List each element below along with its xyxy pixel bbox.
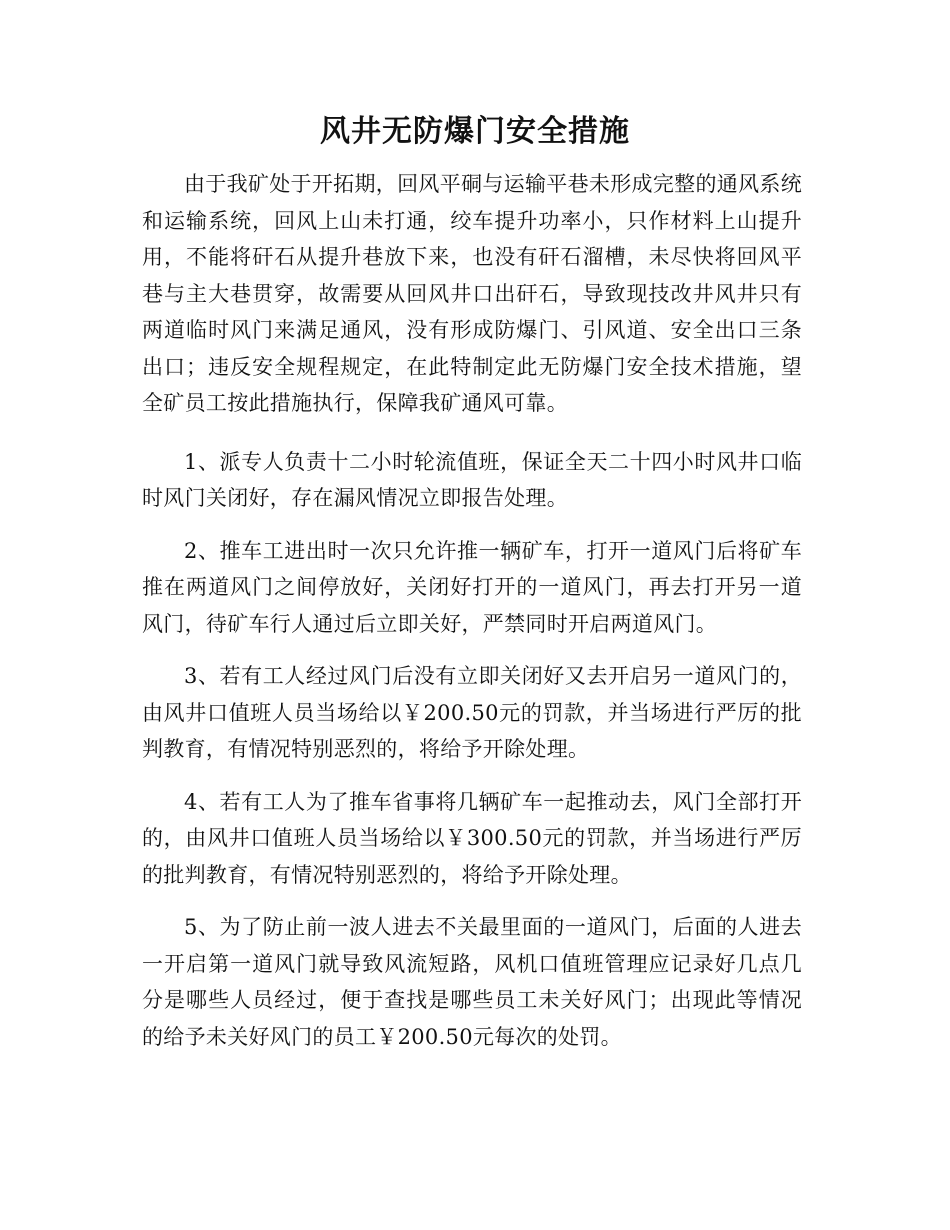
- measure-item-1: 1、派专人负责十二小时轮流值班，保证全天二十四小时风井口临时风门关闭好，存在漏风情况立即报告处理。: [142, 449, 802, 510]
- measure-item-2: 2、推车工进出时一次只允许推一辆矿车，打开一道风门后将矿车推在两道风门之间停放好，关闭好打开的一道风门，再去打开另一道风门，待矿车行人通过后立即关好，严禁同时开启两道风门。: [142, 538, 802, 636]
- measure-item-3: 3、若有工人经过风门后没有立即关闭好又去开启另一道风门的，由风井口值班人员当场给以￥200.50元的罚款，并当场进行严厉的批判教育，有情况特别恶烈的，将给予开除处理。: [142, 664, 802, 761]
- intro-paragraph: 由于我矿处于开拓期，回风平硐与运输平巷未形成完整的通风系统和运输系统，回风上山未打通，绞车提升功率小，只作材料上山提升用，不能将矸石从提升巷放下来，也没有矸石溜槽，未尽快将回风平巷与主大巷贯穿，故需要从回风井口出矸石，导致现技改井风井只有两道临时风门来满足通风，没有形成防爆门、引风道、安全出口三条出口；违反安全规程规定，在此特制定此无防爆门安全技术措施，望全矿员工按此措施执行，保障我矿通风可靠。: [142, 172, 802, 415]
- measure-item-4: 4、若有工人为了推车省事将几辆矿车一起推动去，风门全部打开的，由风井口值班人员当场给以￥300.50元的罚款，并当场进行严厉的批判教育，有情况特别恶烈的，将给予开除处理。: [142, 789, 802, 887]
- document-title: 风井无防爆门安全措施: [320, 114, 630, 149]
- document-body: [142, 166, 802, 1071]
- measure-item-5: 5、为了防止前一波人进去不关最里面的一道风门，后面的人进去一开启第一道风门就导致风流短路，风机口值班管理应记录好几点几分是哪些人员经过，便于查找是哪些员工未关好风门；出现此等情况的给予未关好风门的员工￥200.50元每次的处罚。: [142, 915, 802, 1049]
